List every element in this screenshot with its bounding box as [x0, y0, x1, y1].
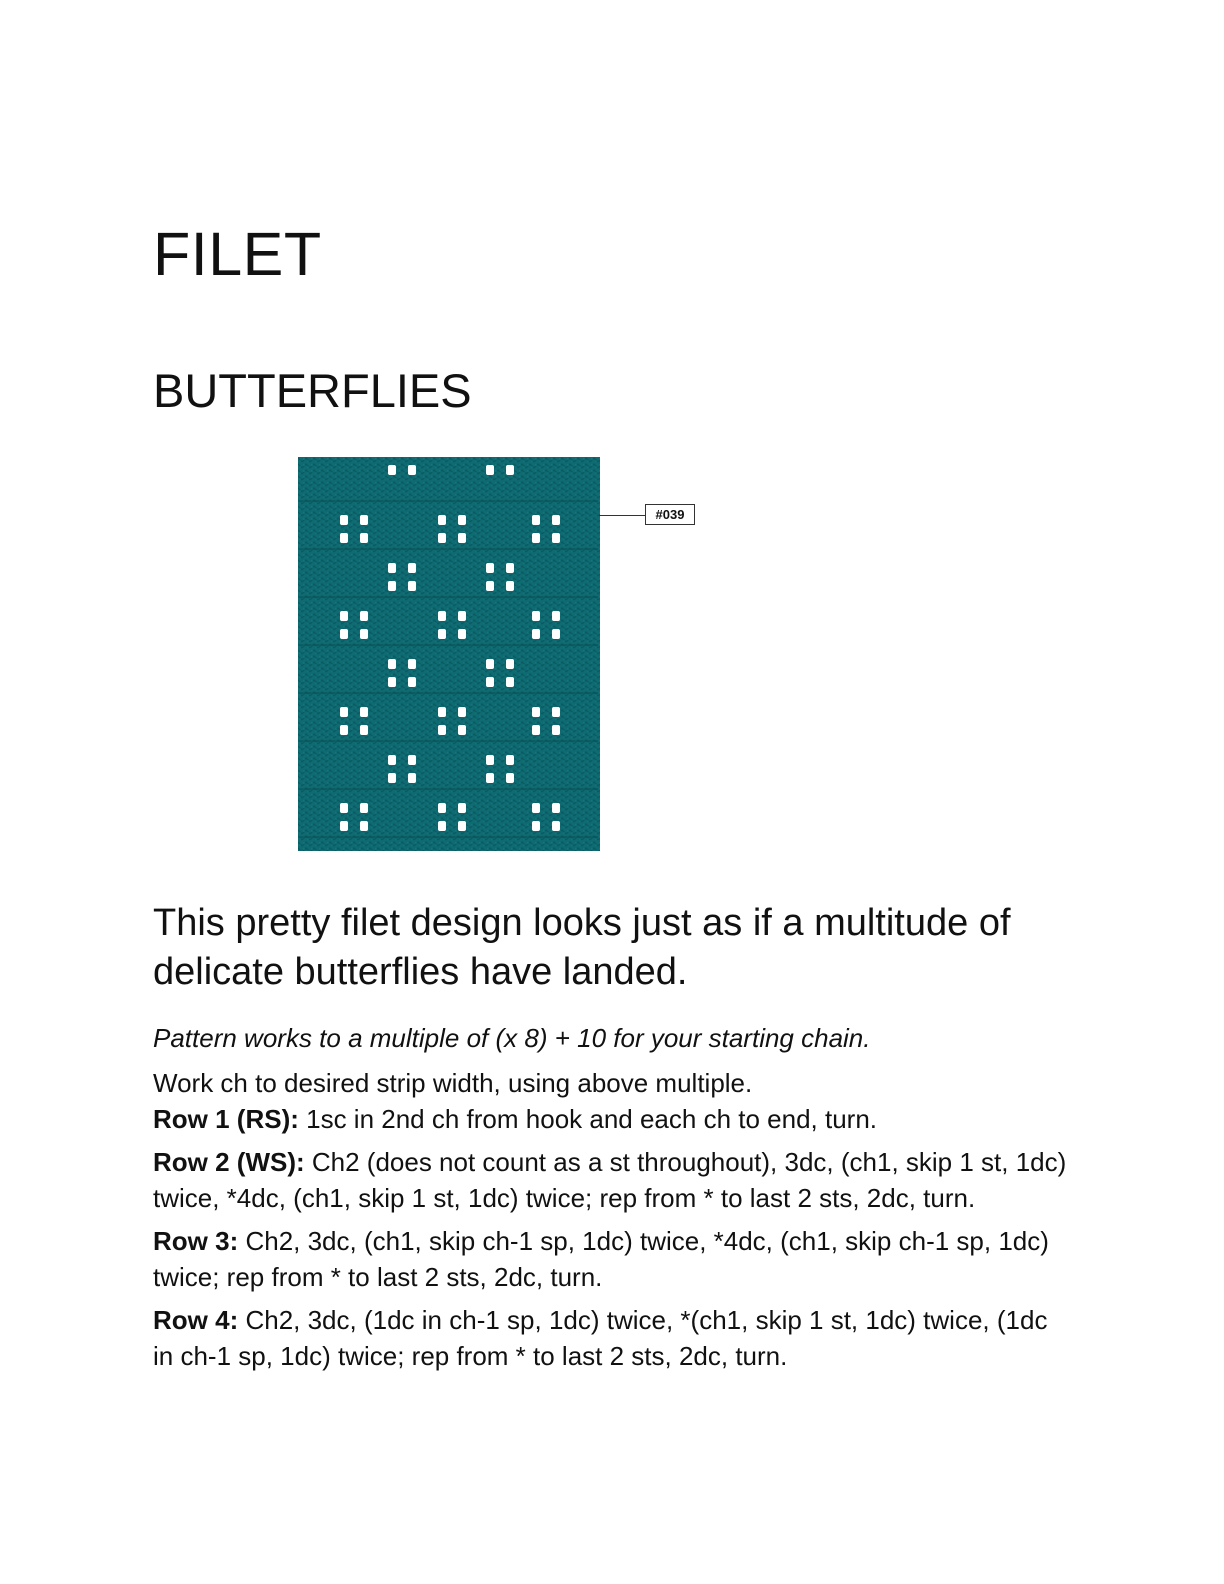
mesh-hole — [506, 677, 514, 687]
mesh-hole — [458, 533, 466, 543]
mesh-hole — [388, 677, 396, 687]
mesh-hole — [438, 515, 446, 525]
mesh-hole — [388, 563, 396, 573]
mesh-hole — [340, 821, 348, 831]
mesh-hole — [438, 725, 446, 735]
mesh-hole — [360, 803, 368, 813]
mesh-hole — [552, 821, 560, 831]
mesh-hole — [438, 629, 446, 639]
mesh-hole — [532, 707, 540, 717]
foundation-instruction: Work ch to desired strip width, using above multiple. — [153, 1068, 753, 1098]
mesh-hole — [532, 611, 540, 621]
mesh-hole — [438, 821, 446, 831]
row-text: Ch2, 3dc, (1dc in ch-1 sp, 1dc) twice, *(ch1, skip 1 st, 1dc) twice, (1dc in ch-1 sp, 1dc) twice; rep from * to last 2 sts, 2dc, turn. — [153, 1305, 1048, 1371]
multiple-note: Pattern works to a multiple of (x 8) + 10 for your starting chain. — [153, 1023, 871, 1053]
mesh-hole — [360, 707, 368, 717]
mesh-hole — [360, 515, 368, 525]
mesh-hole — [360, 821, 368, 831]
row-label: Row 2 (WS): — [153, 1147, 305, 1177]
mesh-hole — [532, 533, 540, 543]
mesh-hole — [360, 533, 368, 543]
mesh-hole — [360, 629, 368, 639]
mesh-hole — [506, 465, 514, 475]
mesh-hole — [340, 515, 348, 525]
mesh-hole — [458, 515, 466, 525]
mesh-hole — [532, 515, 540, 525]
mesh-hole — [486, 773, 494, 783]
mesh-hole — [552, 629, 560, 639]
mesh-hole — [552, 533, 560, 543]
mesh-hole — [408, 465, 416, 475]
row-text: Ch2, 3dc, (ch1, skip ch-1 sp, 1dc) twice, *4dc, (ch1, skip ch-1 sp, 1dc) twice; rep from * to last 2 sts, 2dc, turn. — [153, 1226, 1049, 1292]
mesh-hole — [438, 803, 446, 813]
page-heading: FILET — [153, 220, 322, 288]
mesh-hole — [506, 755, 514, 765]
mesh-hole — [408, 677, 416, 687]
mesh-hole — [532, 803, 540, 813]
mesh-hole — [458, 803, 466, 813]
mesh-hole — [552, 803, 560, 813]
mesh-hole — [486, 581, 494, 591]
mesh-hole — [486, 755, 494, 765]
mesh-hole — [458, 629, 466, 639]
mesh-hole — [340, 725, 348, 735]
swatch-photo — [294, 457, 606, 853]
row-instruction — [153, 1303, 1073, 1374]
mesh-hole — [458, 821, 466, 831]
row-instruction — [153, 1145, 1073, 1216]
mesh-hole — [552, 515, 560, 525]
mesh-hole — [506, 563, 514, 573]
mesh-hole — [340, 611, 348, 621]
intro-text: This pretty filet design looks just as if a multitude of delicate butterflies have landed. — [153, 902, 1011, 993]
mesh-hole — [340, 533, 348, 543]
mesh-hole — [486, 563, 494, 573]
mesh-hole — [408, 659, 416, 669]
row-instruction — [153, 1224, 1073, 1295]
mesh-hole — [532, 725, 540, 735]
row-label: Row 1 (RS): — [153, 1103, 299, 1134]
mesh-hole — [486, 659, 494, 669]
mesh-hole — [340, 629, 348, 639]
mesh-hole — [506, 659, 514, 669]
pattern-instructions — [153, 1066, 1073, 1374]
mesh-hole — [388, 755, 396, 765]
mesh-hole — [408, 755, 416, 765]
swatch-number-label: #039 — [645, 504, 695, 525]
mesh-hole — [438, 533, 446, 543]
mesh-hole — [340, 707, 348, 717]
mesh-hole — [458, 707, 466, 717]
mesh-hole — [388, 659, 396, 669]
mesh-hole — [506, 773, 514, 783]
mesh-hole — [388, 581, 396, 591]
section-heading: BUTTERFLIES — [153, 364, 472, 417]
mesh-hole — [532, 821, 540, 831]
row-instruction — [153, 1102, 1073, 1138]
mesh-hole — [408, 581, 416, 591]
row-text: 1sc in 2nd ch from hook and each ch to end, turn. — [298, 1103, 878, 1134]
mesh-hole — [552, 707, 560, 717]
mesh-hole — [340, 803, 348, 813]
row-label: Row 3: — [153, 1226, 239, 1256]
mesh-hole — [360, 725, 368, 735]
mesh-hole — [388, 465, 396, 475]
mesh-hole — [360, 611, 368, 621]
mesh-hole — [458, 611, 466, 621]
mesh-hole — [388, 773, 396, 783]
mesh-hole — [438, 611, 446, 621]
mesh-hole — [486, 677, 494, 687]
mesh-hole — [438, 707, 446, 717]
mesh-hole — [506, 581, 514, 591]
mesh-hole — [408, 773, 416, 783]
mesh-hole — [552, 611, 560, 621]
mesh-hole — [552, 725, 560, 735]
row-text: Ch2 (does not count as a st throughout), 3dc, (ch1, skip 1 st, 1dc) twice, *4dc, (ch1, skip 1 st, 1dc) twice; rep from * to last 2 sts, 2dc, turn. — [153, 1147, 1067, 1213]
row-label: Row 4: — [153, 1305, 239, 1335]
callout-leader-line — [599, 515, 646, 516]
mesh-hole — [408, 563, 416, 573]
mesh-hole — [532, 629, 540, 639]
mesh-hole — [458, 725, 466, 735]
mesh-hole — [486, 465, 494, 475]
